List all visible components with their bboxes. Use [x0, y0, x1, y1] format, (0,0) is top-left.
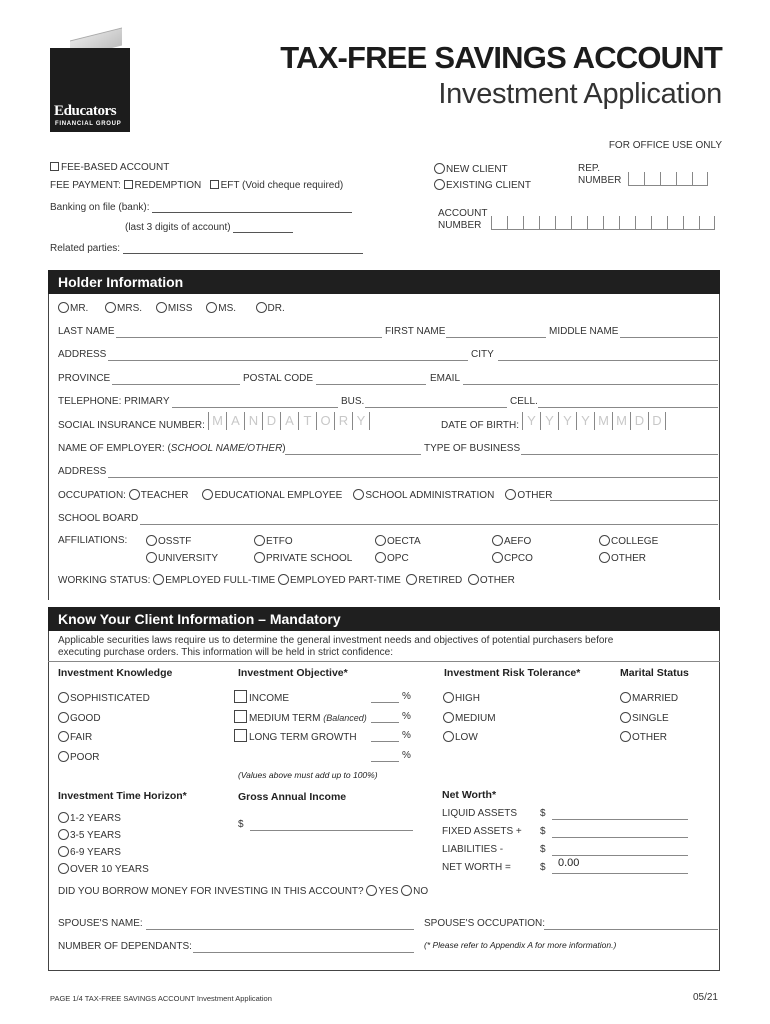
private-school-radio[interactable]: [254, 552, 265, 563]
marital-other-option[interactable]: [620, 731, 667, 743]
dob-label: DATE OF BIRTH:: [441, 420, 519, 431]
horizon-10-option[interactable]: [58, 863, 149, 875]
horizon-3-5-radio[interactable]: [58, 829, 69, 840]
university-radio[interactable]: [146, 552, 157, 563]
private-school-option[interactable]: [254, 552, 352, 564]
aefo-label: AEFO: [504, 536, 532, 547]
medium-radio[interactable]: [443, 712, 454, 723]
networth-heading: Net Worth*: [442, 789, 497, 801]
long-pct-sign: %: [402, 730, 411, 741]
dob-box[interactable]: Y: [576, 412, 594, 430]
borrow-yes-radio[interactable]: [366, 885, 377, 896]
university-option[interactable]: [146, 552, 218, 564]
last3-label: (last 3 digits of account): [125, 222, 231, 233]
sin-box[interactable]: R: [334, 412, 352, 430]
risk-heading: Investment Risk Tolerance*: [444, 667, 581, 679]
osstf-radio[interactable]: [146, 535, 157, 546]
new-client-option[interactable]: [434, 163, 508, 175]
related-row: [50, 243, 363, 254]
part-time-radio[interactable]: [278, 574, 289, 585]
teacher-radio[interactable]: [129, 489, 140, 500]
horizon-1-2-option[interactable]: [58, 812, 121, 824]
spouse-name-label: SPOUSE'S NAME:: [58, 918, 143, 929]
networth-label: NET WORTH =: [442, 862, 511, 873]
liquid-assets-label: LIQUID ASSETS: [442, 808, 518, 819]
medium-pct-field[interactable]: [371, 722, 399, 723]
redemption-checkbox[interactable]: [124, 180, 133, 189]
mr-radio[interactable]: [58, 302, 69, 313]
related-label: Related parties:: [50, 243, 121, 254]
married-radio[interactable]: [620, 692, 631, 703]
married-option[interactable]: [620, 692, 678, 704]
medium-option[interactable]: [443, 712, 496, 724]
aff-other-label: OTHER: [611, 553, 646, 564]
bus-field[interactable]: [365, 407, 507, 408]
private-school-label: PRIVATE SCHOOL: [266, 553, 353, 564]
good-radio[interactable]: [58, 712, 69, 723]
mrs-radio[interactable]: [105, 302, 116, 313]
full-time-radio[interactable]: [153, 574, 164, 585]
sin-field[interactable]: [208, 412, 370, 430]
values-note: (Values above must add up to 100%): [238, 770, 378, 780]
mrs-label: MRS.: [117, 303, 143, 314]
part-time-label: EMPLOYED PART-TIME: [290, 575, 401, 586]
medium-pct-sign: %: [402, 711, 411, 722]
ms-label: MS.: [218, 303, 237, 314]
kyc-intro-line2: executing purchase orders. This information will be held in strict confidence:: [58, 647, 393, 658]
school-board-field[interactable]: [140, 524, 718, 525]
occupation-other-field[interactable]: [550, 500, 718, 501]
fee-payment-row: [50, 180, 343, 191]
networth-field[interactable]: [552, 873, 688, 874]
gross-income-field[interactable]: [250, 830, 413, 831]
dependants-field[interactable]: [193, 952, 414, 953]
occupation-other-radio[interactable]: [505, 489, 516, 500]
existing-client-option[interactable]: [434, 179, 531, 191]
banking-label: Banking on file (bank):: [50, 202, 150, 213]
account-number-field[interactable]: [491, 216, 715, 230]
high-radio[interactable]: [443, 692, 454, 703]
income-pct-field[interactable]: [371, 702, 399, 703]
osstf-option[interactable]: [146, 535, 191, 547]
horizon-10-radio[interactable]: [58, 863, 69, 874]
miss-label: MISS: [167, 303, 193, 314]
horizon-3-5-label: 3-5 YEARS: [70, 830, 121, 841]
related-field[interactable]: [123, 243, 363, 254]
new-client-label: NEW CLIENT: [446, 164, 508, 175]
fixed-assets-label: FIXED ASSETS +: [442, 826, 522, 837]
sin-box[interactable]: O: [316, 412, 334, 430]
full-time-label: EMPLOYED FULL-TIME: [165, 575, 276, 586]
holder-info-header: Holder Information: [48, 270, 720, 294]
oecta-radio[interactable]: [375, 535, 386, 546]
college-label: COLLEGE: [611, 536, 659, 547]
horizon-6-9-radio[interactable]: [58, 846, 69, 857]
account-number-label: NUMBER: [438, 220, 482, 231]
sophisticated-option[interactable]: [58, 692, 150, 704]
liabilities-dollar: $: [540, 844, 546, 855]
dependants-label: NUMBER OF DEPENDANTS:: [58, 941, 192, 952]
address2-label: ADDRESS: [58, 466, 107, 477]
educational-employee-radio[interactable]: [202, 489, 213, 500]
banking-field[interactable]: [152, 202, 352, 213]
cpco-radio[interactable]: [492, 552, 503, 563]
networth-dollar: $: [540, 862, 546, 873]
good-option[interactable]: [58, 712, 101, 724]
good-label: GOOD: [70, 713, 101, 724]
email-field[interactable]: [463, 384, 718, 385]
osstf-label: OSSTF: [158, 536, 192, 547]
fair-option[interactable]: [58, 731, 92, 743]
horizon-heading: Investment Time Horizon*: [58, 790, 187, 802]
medium-label: MEDIUM: [455, 713, 496, 724]
college-option[interactable]: [599, 535, 658, 547]
horizon-10-label: OVER 10 YEARS: [70, 864, 149, 875]
address-field[interactable]: [108, 360, 468, 361]
dob-box[interactable]: D: [648, 412, 666, 430]
liquid-assets-field[interactable]: [552, 819, 688, 820]
occupation-label: OCCUPATION:: [58, 490, 126, 501]
kyc-right-border: [719, 631, 720, 971]
working-other-radio[interactable]: [468, 574, 479, 585]
opc-option[interactable]: [375, 552, 409, 564]
long-pct-field[interactable]: [371, 741, 399, 742]
business-type-field[interactable]: [521, 454, 718, 455]
opc-label: OPC: [387, 553, 409, 564]
educational-employee-label: EDUCATIONAL EMPLOYEE: [214, 490, 343, 501]
sin-box[interactable]: Y: [352, 412, 370, 430]
low-radio[interactable]: [443, 731, 454, 742]
kyc-intro-line1: Applicable securities laws require us to determine the general investment needs and objectives of potential purchasers before: [58, 635, 614, 646]
poor-radio[interactable]: [58, 751, 69, 762]
college-radio[interactable]: [599, 535, 610, 546]
last-name-field[interactable]: [116, 337, 382, 338]
borrow-label: DID YOU BORROW MONEY FOR INVESTING IN THIS ACCOUNT?: [58, 886, 364, 897]
kyc-header: Know Your Client Information – Mandatory: [48, 607, 720, 631]
income-heading: Gross Annual Income: [238, 791, 347, 803]
borrow-row: [58, 885, 428, 897]
last-name-label: LAST NAME: [58, 326, 115, 337]
cell-label: CELL.: [510, 396, 538, 407]
horizon-1-2-label: 1-2 YEARS: [70, 813, 121, 824]
high-label: HIGH: [455, 693, 480, 704]
total-pct-sign: %: [402, 750, 411, 761]
rep-number-label: NUMBER: [578, 175, 622, 186]
horizon-3-5-option[interactable]: [58, 829, 121, 841]
middle-name-label: MIDDLE NAME: [549, 326, 619, 337]
fee-based-row: [50, 162, 169, 173]
etfo-radio[interactable]: [254, 535, 265, 546]
title-options: [58, 302, 285, 314]
income-option[interactable]: [234, 690, 289, 704]
holder-left-border: [48, 294, 49, 600]
sin-box[interactable]: T: [298, 412, 316, 430]
dr-label: DR.: [267, 303, 285, 314]
logo-subtext: FINANCIAL GROUP: [55, 121, 122, 127]
educators-logo: [50, 48, 130, 132]
dr-radio[interactable]: [256, 302, 267, 313]
total-pct-field[interactable]: [371, 761, 399, 762]
kyc-bottom-border: [48, 970, 720, 971]
fee-based-label: FEE-BASED ACCOUNT: [61, 162, 170, 173]
single-option[interactable]: [620, 712, 669, 724]
aff-other-radio[interactable]: [599, 552, 610, 563]
postal-code-label: POSTAL CODE: [243, 373, 314, 384]
etfo-option[interactable]: [254, 535, 293, 547]
liquid-dollar: $: [540, 808, 546, 819]
province-label: PROVINCE: [58, 373, 111, 384]
long-term-label: LONG TERM GROWTH: [249, 732, 357, 743]
telephone-label: TELEPHONE: PRIMARY: [58, 396, 170, 407]
eft-label: EFT (Void cheque required): [220, 180, 344, 191]
appendix-note: (* Please refer to Appendix A for more information.): [424, 940, 617, 950]
fair-radio[interactable]: [58, 731, 69, 742]
working-other-label: OTHER: [479, 575, 515, 586]
spouse-name-field[interactable]: [146, 929, 414, 930]
city-field[interactable]: [498, 360, 718, 361]
fee-based-checkbox[interactable]: [50, 162, 59, 171]
existing-client-radio[interactable]: [434, 179, 445, 190]
business-type-label: TYPE OF BUSINESS: [424, 443, 521, 454]
rep-number-field[interactable]: [628, 172, 708, 186]
sin-box[interactable]: A: [226, 412, 244, 430]
miss-radio[interactable]: [156, 302, 167, 313]
etfo-label: ETFO: [266, 536, 293, 547]
logo-text: Educators: [54, 103, 117, 119]
medium-term-label: MEDIUM TERM: [249, 713, 321, 724]
retired-label: RETIRED: [418, 575, 463, 586]
holder-right-border: [719, 294, 720, 600]
sin-box[interactable]: N: [244, 412, 262, 430]
networth-value: 0.00: [558, 857, 580, 869]
existing-client-label: EXISTING CLIENT: [446, 180, 532, 191]
married-label: MARRIED: [632, 693, 679, 704]
sin-box[interactable]: M: [208, 412, 226, 430]
dob-box[interactable]: D: [630, 412, 648, 430]
opc-radio[interactable]: [375, 552, 386, 563]
cell-field[interactable]: [538, 407, 718, 408]
teacher-label: TEACHER: [140, 490, 189, 501]
school-board-label: SCHOOL BOARD: [58, 513, 139, 524]
dob-box[interactable]: Y: [558, 412, 576, 430]
fixed-dollar: $: [540, 826, 546, 837]
school-administration-label: SCHOOL ADMINISTRATION: [365, 490, 495, 501]
university-label: UNIVERSITY: [158, 553, 219, 564]
low-label: LOW: [455, 732, 478, 743]
telephone-primary-field[interactable]: [172, 407, 338, 408]
account-label: ACCOUNT: [438, 208, 488, 219]
single-label: SINGLE: [632, 713, 669, 724]
employer-label-end: ): [282, 443, 286, 454]
eft-checkbox[interactable]: [210, 180, 219, 189]
address2-field[interactable]: [108, 477, 718, 478]
cpco-option[interactable]: [492, 552, 533, 564]
dob-box[interactable]: Y: [540, 412, 558, 430]
poor-label: POOR: [70, 752, 100, 763]
page-title: TAX-FREE SAVINGS ACCOUNT: [280, 40, 722, 75]
horizon-6-9-option[interactable]: [58, 846, 121, 858]
rep-label: REP.: [578, 163, 601, 174]
city-label: CITY: [471, 349, 494, 360]
address-label: ADDRESS: [58, 349, 107, 360]
objective-heading: Investment Objective*: [238, 667, 348, 679]
dob-box[interactable]: M: [612, 412, 630, 430]
province-field[interactable]: [112, 384, 240, 385]
long-term-checkbox[interactable]: [234, 729, 247, 742]
last3-row: [125, 222, 293, 233]
borrow-no-label: NO: [413, 886, 429, 897]
redemption-label: REDEMPTION: [134, 180, 202, 191]
fixed-assets-field[interactable]: [552, 837, 688, 838]
employer-label-italic: SCHOOL NAME/OTHER: [170, 443, 283, 454]
banking-row: [50, 202, 352, 213]
sin-box[interactable]: D: [262, 412, 280, 430]
mr-label: MR.: [70, 303, 89, 314]
long-term-option[interactable]: [234, 729, 357, 743]
marital-other-radio[interactable]: [620, 731, 631, 742]
knowledge-heading: Investment Knowledge: [58, 667, 173, 679]
income-label: INCOME: [249, 693, 289, 704]
oecta-option[interactable]: [375, 535, 421, 547]
employer-label-start: NAME OF EMPLOYER: (: [58, 443, 171, 454]
footer-page-label: PAGE 1/4 TAX-FREE SAVINGS ACCOUNT Investment Application: [50, 994, 272, 1003]
low-option[interactable]: [443, 731, 478, 743]
borrow-yes-label: YES: [378, 886, 399, 897]
fair-label: FAIR: [70, 732, 93, 743]
marital-heading: Marital Status: [620, 667, 689, 679]
occupation-other-label: OTHER: [517, 490, 553, 501]
poor-option[interactable]: [58, 751, 99, 763]
dob-box[interactable]: Y: [522, 412, 540, 430]
sophisticated-radio[interactable]: [58, 692, 69, 703]
retired-radio[interactable]: [406, 574, 417, 585]
kyc-left-border: [48, 631, 49, 971]
affiliations-label: AFFILIATIONS:: [58, 535, 128, 546]
working-status-label: WORKING STATUS:: [58, 575, 151, 586]
footer-version: 05/21: [692, 992, 718, 1003]
spouse-occupation-label: SPOUSE'S OCCUPATION:: [424, 918, 546, 929]
high-option[interactable]: [443, 692, 480, 704]
liabilities-field[interactable]: [552, 855, 688, 856]
dob-box[interactable]: M: [594, 412, 612, 430]
horizon-6-9-label: 6-9 YEARS: [70, 847, 121, 858]
aefo-option[interactable]: [492, 535, 531, 547]
oecta-label: OECTA: [387, 536, 421, 547]
middle-name-field[interactable]: [620, 337, 718, 338]
postal-code-field[interactable]: [316, 384, 426, 385]
employer-label: [58, 443, 286, 454]
income-dollar-sign: $: [238, 819, 244, 830]
spouse-occupation-field[interactable]: [544, 929, 718, 930]
balanced-label: (Balanced): [323, 713, 367, 723]
aefo-radio[interactable]: [492, 535, 503, 546]
horizon-1-2-radio[interactable]: [58, 812, 69, 823]
dob-field[interactable]: [522, 412, 666, 430]
income-pct-sign: %: [402, 691, 411, 702]
fee-payment-label: FEE PAYMENT:: [50, 180, 121, 191]
sophisticated-label: SOPHISTICATED: [70, 693, 150, 704]
employer-field[interactable]: [285, 454, 421, 455]
bus-label: BUS.: [341, 396, 365, 407]
page-subtitle: Investment Application: [438, 78, 722, 110]
medium-term-option[interactable]: [234, 710, 367, 724]
medium-term-checkbox[interactable]: [234, 710, 247, 723]
kyc-divider: [48, 661, 720, 662]
occupation-row: [58, 489, 552, 501]
last3-field[interactable]: [233, 222, 293, 233]
aff-other-option[interactable]: [599, 552, 646, 564]
sin-box[interactable]: A: [280, 412, 298, 430]
first-name-field[interactable]: [446, 337, 546, 338]
new-client-radio[interactable]: [434, 163, 445, 174]
ms-radio[interactable]: [206, 302, 217, 313]
single-radio[interactable]: [620, 712, 631, 723]
office-use-label: FOR OFFICE USE ONLY: [608, 140, 722, 151]
cpco-label: CPCO: [504, 553, 533, 564]
working-status-row: [58, 574, 515, 586]
income-checkbox[interactable]: [234, 690, 247, 703]
school-administration-radio[interactable]: [353, 489, 364, 500]
email-label: EMAIL: [430, 373, 461, 384]
borrow-no-radio[interactable]: [401, 885, 412, 896]
sin-label: SOCIAL INSURANCE NUMBER:: [58, 420, 205, 431]
marital-other-label: OTHER: [632, 732, 667, 743]
liabilities-label: LIABILITIES -: [442, 844, 504, 855]
first-name-label: FIRST NAME: [385, 326, 446, 337]
